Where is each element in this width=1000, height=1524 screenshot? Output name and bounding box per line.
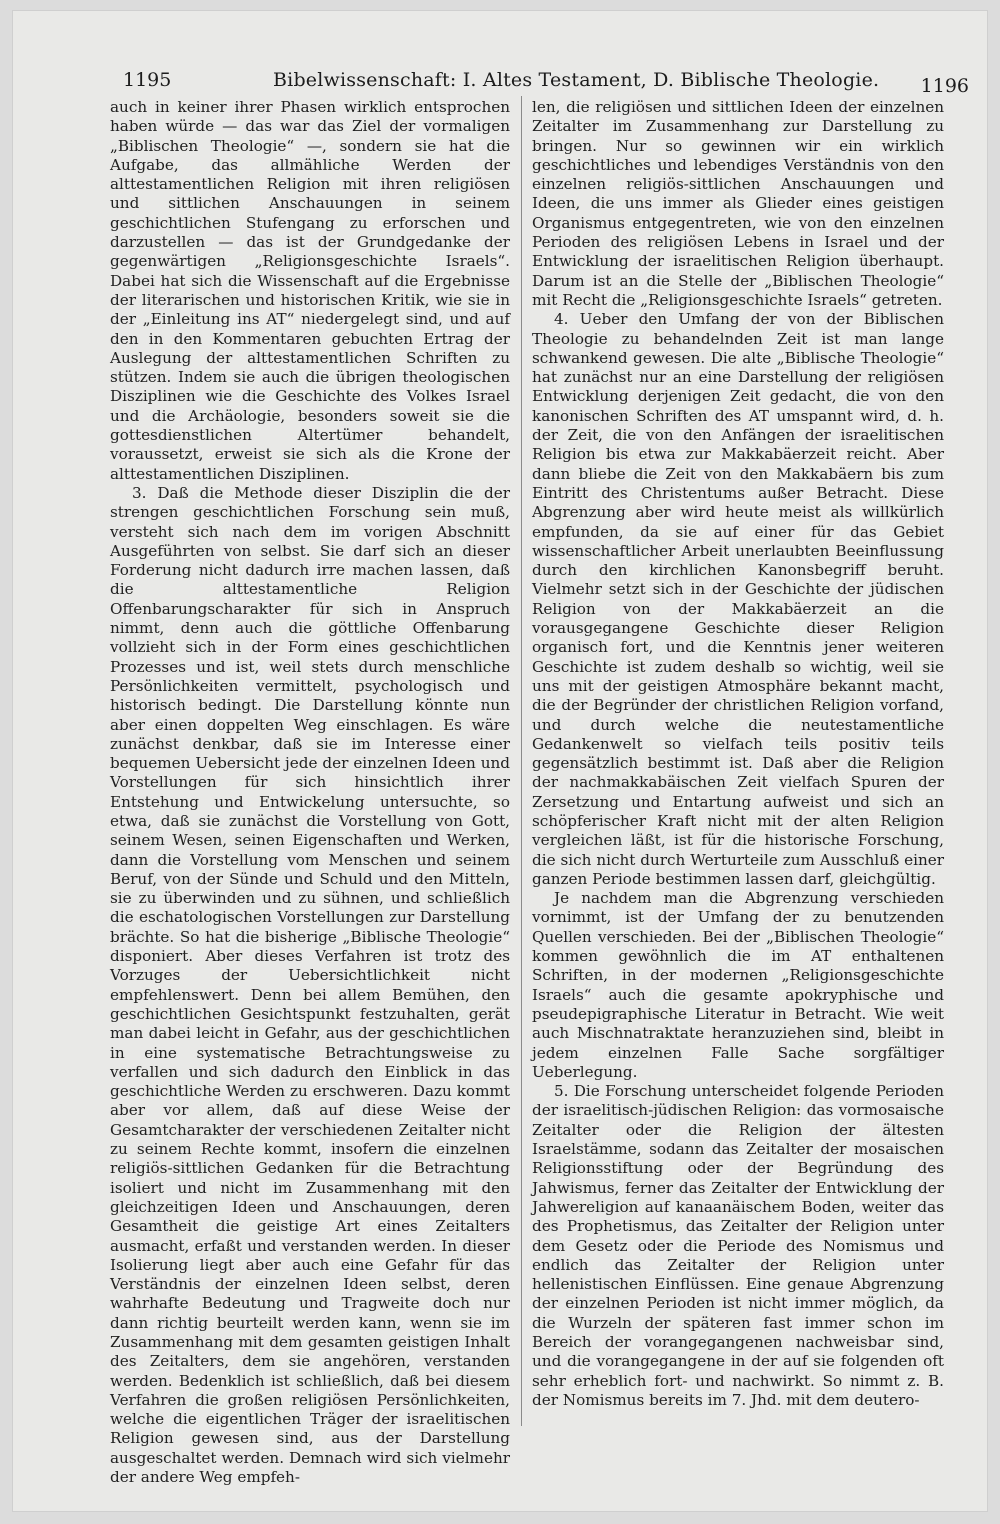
left-text-column	[110, 98, 510, 1487]
paragraph: 5. Die Forschung unterscheidet folgende Perioden der israelitisch-jüdischen Religion: das vormosaische Zeitalter oder die Religion der ältesten Israelstämme, sodann das Zeitalter der mosaischen Religionsstiftung oder der Begründung des Jahwismus, ferner das Zeitalter der Entwicklung der Jahwereligion auf kanaanäischem Boden, weiter das des Prophetismus, das Zeitalter der Religion unter dem Gesetz oder die Periode des Nomismus und endlich das Zeitalter der Religion unter hellenistischen Einflüssen. Eine genaue Abgrenzung der einzelnen Perioden ist nicht immer möglich, da die Wurzeln der späteren fast immer schon im Bereich der vorangegangenen nachweisbar sind, und die vorangegangene in der auf sie folgenden oft sehr erheblich fort- und nachwirkt. So nimmt z. B. der Nomismus bereits im 7. Jhd. mit dem deutero-	[532, 1082, 944, 1409]
page-number-right: 1196	[920, 75, 969, 97]
page-number-left: 1195	[123, 69, 172, 91]
paragraph: len, die religiösen und sittlichen Ideen der einzelnen Zeitalter im Zusammenhang zur Darstellung zu bringen. Nur so gewinnen wir ein wirklich geschichtliches und lebendiges Verständnis von den einzelnen religiös-sittlichen Anschauungen und Ideen, die uns immer als Glieder eines geistigen Organismus entgegentreten, wie von den einzelnen Perioden des religiösen Lebens in Israel und der Entwicklung der israelitischen Religion überhaupt. Darum ist an die Stelle der „Biblischen Theologie“ mit Recht die „Religionsgeschichte Israels“ getreten.	[532, 98, 944, 309]
paragraph: 4. Ueber den Umfang der von der Biblischen Theologie zu behandelnden Zeit ist man lange schwankend gewesen. Die alte „Biblische Theologie“ hat zunächst nur an eine Darstellung der religiösen Entwicklung derjenigen Zeit gedacht, die von den kanonischen Schriften des AT umspannt wird, d. h. der Zeit, die von den Anfängen der israelitischen Religion bis etwa zur Makkabäerzeit reicht. Aber dann bliebe die Zeit von den Makkabäern bis zum Eintritt des Christentums außer Betracht. Diese Abgrenzung aber wird heute meist als willkürlich empfunden, da sie auf einer für das Gebiet wissenschaftlicher Arbeit unerlaubten Beeinflussung durch den kirchlichen Kanonsbegriff beruht. Vielmehr setzt sich in der Geschichte der jüdischen Religion von der Makkabäerzeit an die vorausgegangene Geschichte dieser Religion organisch fort, und die Kenntnis jener weiteren Geschichte ist zudem deshalb so wichtig, weil sie uns mit der geistigen Atmosphäre bekannt macht, die der Begründer der christlichen Religion vorfand, und durch welche die neutestamentliche Gedankenwelt so vielfach teils positiv teils gegensätzlich bestimmt ist. Daß aber die Religion der nachmakkabäischen Zeit vielfach Spuren der Zersetzung und Entartung aufweist und sich an schöpferischer Kraft nicht mit der alten Religion vergleichen läßt, ist für die historische Forschung, die sich nicht durch Werturteile zum Ausschluß einer ganzen Periode bestimmen lassen darf, gleichgültig.	[532, 310, 944, 888]
right-text-column	[532, 98, 944, 1428]
column-divider	[521, 96, 522, 1426]
paragraph: 3. Daß die Methode dieser Disziplin die der strengen geschichtlichen Forschung sein muß, versteht sich nach dem im vorigen Abschnitt Ausgeführten von selbst. Sie darf sich an dieser Forderung nicht dadurch irre machen lassen, daß die alttestamentliche Religion Offenbarungscharakter für sich in Anspruch nimmt, denn auch die göttliche Offenbarung vollzieht sich in der Form eines geschichtlichen Prozesses und ist, weil stets durch menschliche Persönlichkeiten vermittelt, psychologisch und historisch bedingt. Die Darstellung könnte nun aber einen doppelten Weg einschlagen. Es wäre zunächst denkbar, daß sie im Interesse einer bequemen Uebersicht jede der einzelnen Ideen und Vorstellungen für sich hinsichtlich ihrer Entstehung und Entwickelung untersuchte, so etwa, daß sie zunächst die Vorstellung von Gott, seinem Wesen, seinen Eigenschaften und Werken, dann die Vorstellung vom Menschen und seinem Beruf, von der Sünde und Schuld und den Mitteln, sie zu überwinden und zu sühnen, und schließlich die eschatologischen Vorstellungen zur Darstellung brächte. So hat die bisherige „Biblische Theologie“ disponiert. Aber dieses Verfahren ist trotz des Vorzuges der Uebersichtlichkeit nicht empfehlenswert. Denn bei allem Bemühen, den geschichtlichen Gesichtspunkt festzuhalten, gerät man dabei leicht in Gefahr, aus der geschichtlichen in eine systematische Betrachtungsweise zu verfallen und sich dadurch den Einblick in das geschichtliche Werden zu erschweren. Dazu kommt aber vor allem, daß auf diese Weise der Gesamtcharakter der verschiedenen Zeitalter nicht zu seinem Rechte kommt, insofern die einzelnen religiös-sittlichen Gedanken für die Betrachtung isoliert und nicht im Zusammenhang mit den gleichzeitigen Ideen und Anschauungen, deren Gesamtheit die geistige Art eines Zeitalters ausmacht, erfaßt und verstanden werden. In dieser Isolierung liegt aber auch eine Gefahr für das Verständnis der einzelnen Ideen selbst, deren wahrhafte Bedeutung und Tragweite doch nur dann richtig beurteilt werden kann, wenn sie im Zusammenhang mit dem gesamten geistigen Inhalt des Zeitalters, dem sie angehören, verstanden werden. Bedenklich ist schließlich, daß bei diesem Verfahren die großen religiösen Persönlichkeiten, welche die eigentlichen Träger der israelitischen Religion gewesen sind, aus der Darstellung ausgeschaltet werden. Demnach wird sich vielmehr der andere Weg empfeh-	[110, 483, 510, 1487]
paragraph: Je nachdem man die Abgrenzung verschieden vornimmt, ist der Umfang der zu benutzenden Quellen verschieden. Bei der „Biblischen Theologie“ kommen gewöhnlich die im AT enthaltenen Schriften, in der modernen „Religionsgeschichte Israels“ auch die gesamte apokryphische und pseudepigraphische Literatur in Betracht. Wie weit auch Mischnatraktate heranzuziehen sind, bleibt in jedem einzelnen Falle Sache sorgfältiger Ueberlegung.	[532, 889, 944, 1081]
running-header	[113, 65, 973, 99]
running-title: Bibelwissenschaft: I. Altes Testament, D. Biblische Theologie.	[273, 69, 880, 91]
paragraph: auch in keiner ihrer Phasen wirklich entsprochen haben würde — das war das Ziel der vormaligen „Biblischen Theologie“ —, sondern sie hat die Aufgabe, das allmähliche Werden der alttestamentlichen Religion mit ihren religiösen und sittlichen Anschauungen in seinem geschichtlichen Stufengang zu erforschen und darzustellen — das ist der Grundgedanke der gegenwärtigen „Religionsgeschichte Israels“. Dabei hat sich die Wissenschaft auf die Ergebnisse der literarischen und historischen Kritik, wie sie in der „Einleitung ins AT“ niedergelegt sind, und auf den in den Kommentaren gebuchten Ertrag der Auslegung der alttestamentlichen Schriften zu stützen. Indem sie auch die übrigen theologischen Disziplinen wie die Geschichte des Volkes Israel und die Archäologie, besonders soweit sie die gottesdienstlichen Altertümer behandelt, voraussetzt, erweist sie sich als die Krone der alttestamentlichen Disziplinen.	[110, 98, 510, 483]
